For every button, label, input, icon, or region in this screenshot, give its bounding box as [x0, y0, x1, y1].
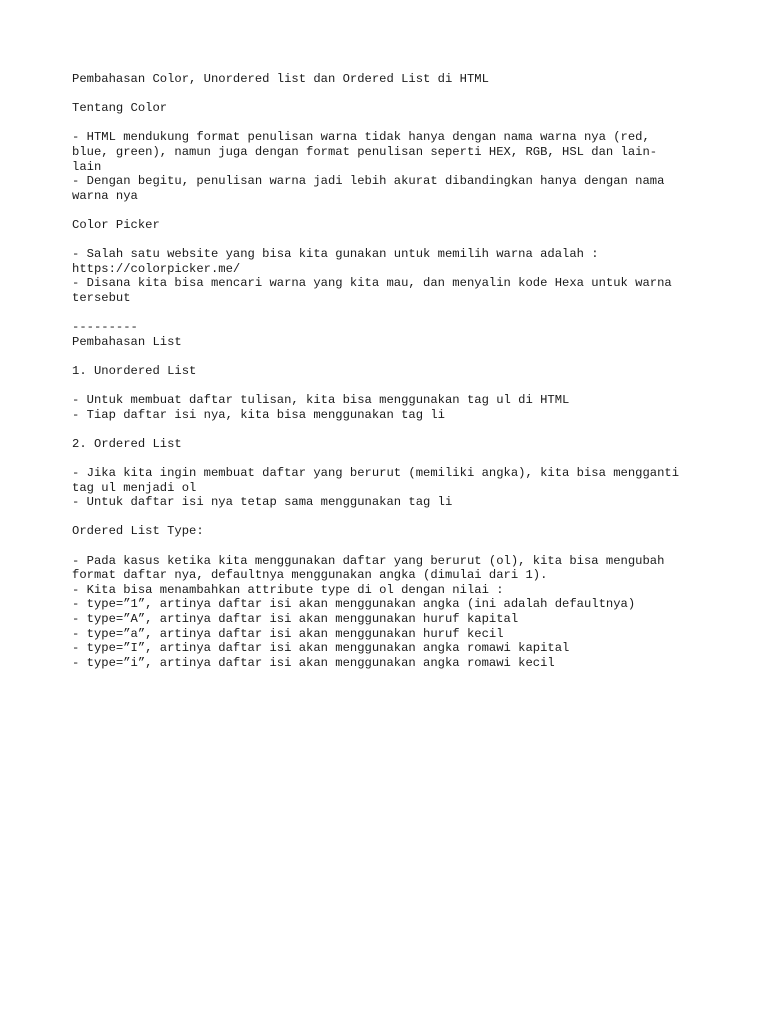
picker-text-line: - Salah satu website yang bisa kita gunakan untuk memilih warna adalah :: [72, 247, 599, 262]
type-text-line: - type=”I”, artinya daftar isi akan menggunakan angka romawi kapital: [72, 641, 570, 656]
type-text-line: - type=”a”, artinya daftar isi akan menggunakan huruf kecil: [72, 626, 504, 641]
blank-line: [72, 87, 712, 102]
blank-line: [72, 539, 712, 554]
blank-line: [72, 306, 712, 321]
ordered-text-line: - Jika kita ingin membuat daftar yang berurut (memiliki angka), kita bisa mengganti: [72, 466, 680, 481]
blank-line: [72, 451, 712, 466]
color-section-heading: Tentang Color: [72, 101, 168, 116]
type-section-heading: Ordered List Type:: [72, 524, 204, 539]
color-text-line: - Dengan begitu, penulisan warna jadi lebih akurat dibandingkan hanya dengan nama: [72, 174, 665, 189]
type-text-line: format daftar nya, defaultnya menggunakan angka (dimulai dari 1).: [72, 568, 548, 583]
unordered-text-line: - Untuk membuat daftar tulisan, kita bisa menggunakan tag ul di HTML: [72, 393, 570, 408]
list-heading: Pembahasan List: [72, 334, 182, 349]
blank-line: [72, 422, 712, 437]
color-text-line: warna nya: [72, 188, 138, 203]
type-text-line: - Kita bisa menambahkan attribute type di ol dengan nilai :: [72, 582, 504, 597]
picker-text-line: tersebut: [72, 290, 131, 305]
unordered-section-heading: 1. Unordered List: [72, 363, 197, 378]
type-text-line: - type=”i”, artinya daftar isi akan menggunakan angka romawi kecil: [72, 655, 555, 670]
ordered-text-line: tag ul menjadi ol: [72, 480, 197, 495]
blank-line: [72, 349, 712, 364]
blank-line: [72, 203, 712, 218]
unordered-text-line: - Tiap daftar isi nya, kita bisa menggunakan tag li: [72, 407, 445, 422]
blank-line: [72, 116, 712, 131]
document-page: [72, 72, 712, 670]
picker-text-line: - Disana kita bisa mencari warna yang kita mau, dan menyalin kode Hexa untuk warna: [72, 276, 672, 291]
type-text-line: - type=”1”, artinya daftar isi akan menggunakan angka (ini adalah defaultnya): [72, 597, 636, 612]
type-text-line: - Pada kasus ketika kita menggunakan daftar yang berurut (ol), kita bisa mengubah: [72, 553, 665, 568]
blank-line: [72, 510, 712, 525]
document-title: Pembahasan Color, Unordered list dan Ordered List di HTML: [72, 72, 489, 86]
type-text-line: - type=”A”, artinya daftar isi akan menggunakan huruf kapital: [72, 611, 519, 626]
color-text-line: - HTML mendukung format penulisan warna tidak hanya dengan nama warna nya (red,: [72, 130, 650, 145]
blank-line: [72, 378, 712, 393]
ordered-text-line: - Untuk daftar isi nya tetap sama menggunakan tag li: [72, 495, 453, 510]
color-text-line: lain: [72, 159, 102, 174]
ordered-section-heading: 2. Ordered List: [72, 436, 182, 451]
colorpicker-url: https://colorpicker.me/: [72, 261, 241, 276]
color-text-line: blue, green), namun juga dengan format penulisan seperti HEX, RGB, HSL dan lain-: [72, 144, 658, 159]
blank-line: [72, 233, 712, 248]
section-divider: ---------: [72, 320, 138, 335]
picker-section-heading: Color Picker: [72, 217, 160, 232]
